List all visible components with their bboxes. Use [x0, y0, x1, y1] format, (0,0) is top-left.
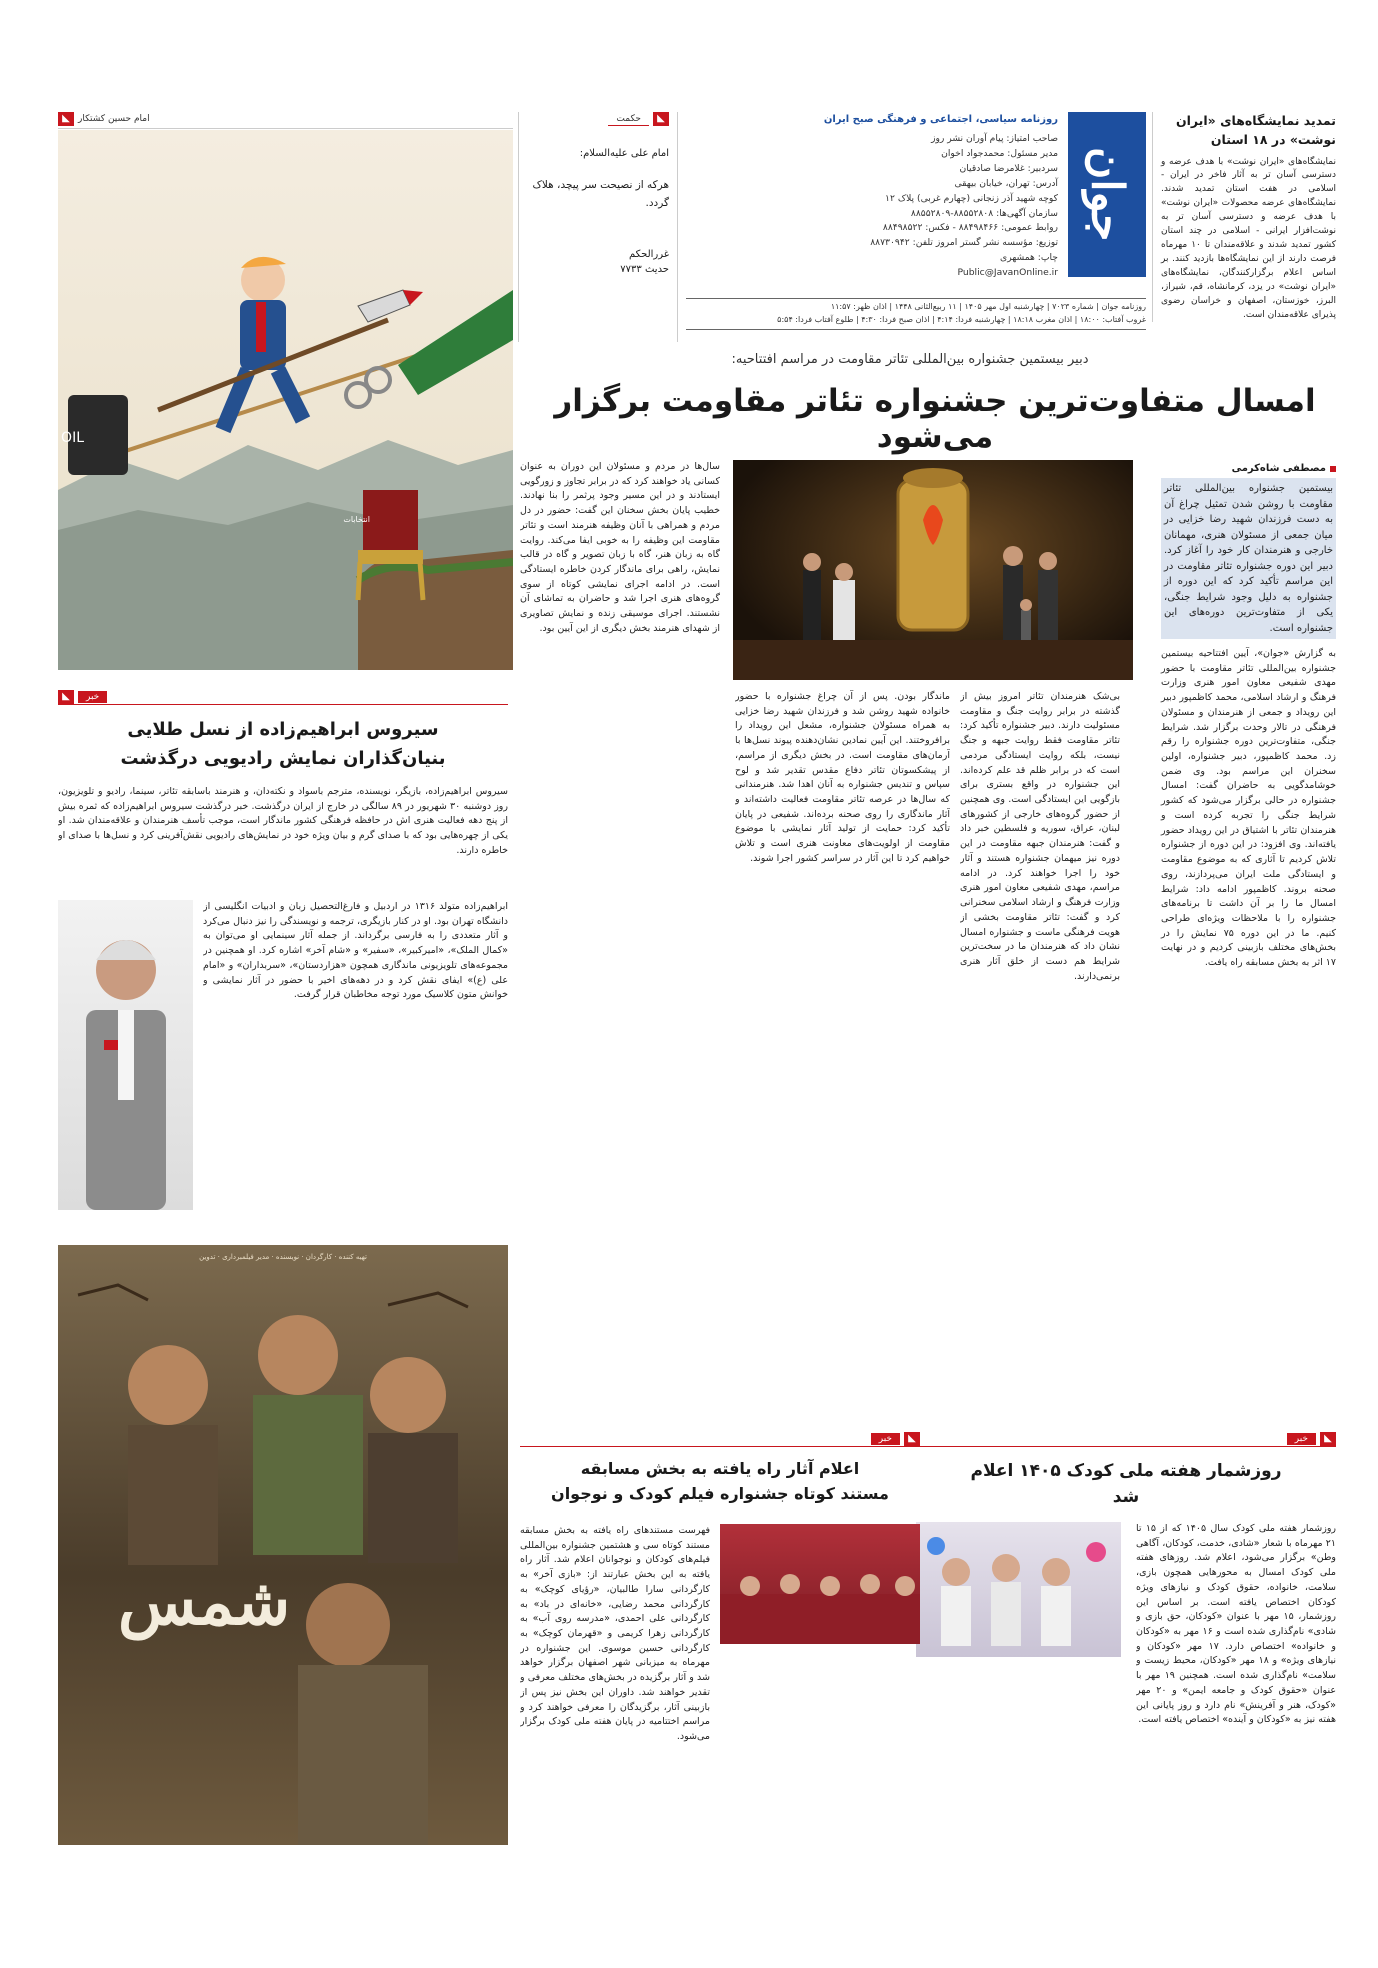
cinema-scene [720, 1524, 920, 1644]
tag-arrow-icon: ◣ [904, 1432, 920, 1446]
obit-headline-1: سیروس ابراهیم‌زاده از نسل طلایی [127, 719, 439, 740]
festival-news [520, 1432, 920, 1862]
hadith-box [518, 112, 678, 342]
cartoon-tag: امام حسین کشتکار [78, 114, 150, 124]
film-poster [58, 1245, 508, 1845]
credit-line: سردبیر: غلامرضا صادقیان [959, 162, 1058, 174]
obit-body-2: ابراهیم‌زاده متولد ۱۳۱۶ در اردبیل و فارغ‌التحصیل زبان و ادبیات انگلیسی از دانشگاه تهران بود. او در کنار بازیگری، ترجمه و نویسندگی را نیز دنبال می‌کرد و آثار متعددی را به فارسی برگرداند. از جمله آثار سینمایی او می‌توان به «کمال الملک»، «امیرکبیر»، «سفیر» و «شام آخر» اشاره کرد. او همچنین در مجموعه‌های تلویزیونی ماندگاری همچون «هزاردستان»، «سربداران» و «امام علی (ع)» ایفای نقش کرد و در دهه‌های اخیر با حضور در آثار نمایشی و خوانش متون کلاسیک مورد توجه مخاطبان قرار گرفت. [203, 901, 508, 1001]
issue-line-1: روزنامه جوان | شماره ۷۰۲۳ | چهارشنبه اول مهر ۱۴۰۵ | ۱۱ ربیع‌الثانی ۱۴۴۸ | اذان ظهر: ۱۱:۵۷ [830, 302, 1146, 311]
sidebar-news-title: تمدید نمایشگاه‌های «ایران نوشت» در ۱۸ استان [1175, 113, 1336, 147]
festival-headline-2: مستند کوتاه جشنواره فیلم کودک و نوجوان [551, 1484, 889, 1503]
main-body-col4: سال‌ها در مردم و مسئولان این دوران به عنوان کسانی یاد خواهند کرد که در برابر تجاوز و زورگویی ایستادند و در این مسیر وجود پرثمر را بنا نهادند. خطیب پایان بخش سخنان این گفت: حضور در دل مردم و همراهی با آنان وظیفه هنرمند است و تئاتر مقاومت این وظیفه را به خوبی ایفا می‌کند. روایت گاه به زبان هنر، گاه با زبان تصویر و گاه در قالب نمایش، راهی برای ماندگار کردن خاطره ایستادگی است. در ادامه اجرای نمایشی کوتاه از سوی گروه‌های هنری اجرا شد و حاضران به تماشای آن نشستند. اجرای موسیقی زنده و نمایش تصاویری از شهدای هنرمند بخش دیگری از این آیین بود. [520, 461, 720, 634]
poster-credits: تهیه کننده · کارگردان · نویسنده · مدیر فیلمبرداری · تدوین [199, 1253, 367, 1261]
credit-line: صاحب امتیاز: پیام آوران نشر روز [931, 133, 1058, 144]
cartoon-tag-row [58, 112, 513, 129]
credit-line: مدیر مسئول: محمدجواد اخوان [941, 147, 1058, 159]
obit-tag: خبر [78, 691, 107, 703]
sidebar-news [1161, 112, 1336, 322]
kids-headline: روزشمار هفته ملی کودک ۱۴۰۵ اعلام شد [970, 1461, 1282, 1507]
credit-line: توزیع: مؤسسه نشر گستر امروز تلفن: ۸۸۷۳۰۹۴۲ [870, 237, 1058, 249]
festival-tag: خبر [871, 1433, 900, 1445]
hadith-text: هرکه از نصیحت سر پیچد، هلاک گردد. [532, 179, 669, 209]
issue-line-2: غروب آفتاب: ۱۸:۰۰ | اذان مغرب ۱۸:۱۸ | چهارشنبه فردا: ۴:۱۴ | اذان صبح فردا: ۴:۳۰ | طلوع آفتاب فردا: ۵:۵۴ [777, 314, 1146, 324]
oil-label: OIL [61, 430, 84, 446]
obit-section [58, 690, 508, 1225]
tag-arrow-icon: ◣ [58, 112, 74, 126]
byline-marker-icon [1330, 466, 1336, 472]
tag-arrow-icon: ◣ [653, 112, 669, 126]
kids-body: روزشمار هفته ملی کودک سال ۱۴۰۵ که از ۱۵ تا ۲۱ مهرماه با شعار «شادی، خدمت، کودکان، آگاهی وطن» برگزار می‌شود، اعلام شد. روزهای هفته ملی کودک امسال به محورهایی همچون بازی، سلامت، خانواده، حقوق کودک و نیازهای ویژه کودکان اختصاص یافته است. بر اساس این روزشمار، ۱۵ مهر با عنوان «کودکان، حق بازی و شادی» نام‌گذاری شده است و ۱۶ مهر به «کودکان و خانواده» اختصاص دارد. ۱۷ مهر «کودکان و نیازهای ویژه» و ۱۸ مهر «کودکان، محیط زیست و سلامت» نام‌گذاری شده است. همچنین ۱۹ مهر با عنوان «حقوق کودک و جامعه ایمن» و ۲۰ مهر «کودک، هنر و آفرینش» نام دارد و روز پایانی این هفته نیز به «کودکان و آینده» اختصاص یافته است. [1136, 1523, 1336, 1726]
obit-portrait [58, 900, 193, 1210]
portrait-figure [58, 900, 193, 1210]
ceremony-photo [733, 460, 1133, 680]
credit-line: آدرس: تهران، خیابان بیهقی [954, 177, 1058, 189]
main-kicker: دبیر بیستمین جشنواره بین‌المللی تئاتر مقاومت در مراسم افتتاحیه: [731, 352, 1089, 367]
sidebar-news-body: نمایشگاه‌های «ایران نوشت» با هدف عرضه و دسترسی آسان تر به آثار فاخر در ایران - اسلامی در هفت استان تمدید شدند. نمایشگاه‌های عرضه محصولات «ایران نوشت» با هدف عرضه و دسترسی آسان تر به نوشت‌افزار ایرانی - اسلامی در چند استان کشور تمدید شدند و علاقه‌مندان تا ۱۰ مهرماه فرصت دارند از این نمایشگاه‌ها بازدید کنند. بر اساس اعلام برگزارکنندگان، نمایشگاه‌های «ایران نوشت» در یزد، کرمانشاه، قم، شیراز، البرز، خوزستان، اصفهان و خراسان رضوی پذیرای علاقه‌مندان است. [1161, 156, 1336, 320]
main-body-col3: ماندگار بودن. پس از آن چراغ جشنواره با حضور خانواده شهید روشن شد و فرزندان شهید رضا خزایی به همراه مسئولان جشنواره، مشعل این رویداد را برافروختند. این آیین نمادین نشان‌دهنده پیوند نسل‌ها با آرمان‌های مقاومت است. در بخش دیگری از مراسم، از پیشکسوتان تئاتر دفاع مقدس تقدیر شد و لوح سپاس و تندیس جشنواره به آنان اهدا شد. هنرمندانی که سال‌ها در عرصه تئاتر مقاومت فعالیت داشته‌اند و آثار ماندگاری را روی صحنه برده‌اند. شفیعی در پایان تأکید کرد: حمایت از تولید آثار نمایشی با موضوع مقاومت از اولویت‌های معاونت هنری است و تلاش خواهیم کرد تا این آثار در سراسر کشور اجرا شوند. [735, 691, 950, 864]
email-link[interactable]: Public@JavanOnline.ir [957, 267, 1058, 279]
main-body-col1: به گزارش «جوان»، آیین افتتاحیه بیستمین جشنواره بین‌المللی تئاتر مقاومت با حضور مهدی شفیعی معاون امور هنری وزارت فرهنگ و ارشاد اسلامی، محمد کاظمپور دبیر این رویداد و جمعی از هنرمندان و مسئولان فرهنگی در تالار وحدت برگزار شد. شرایط جنگی، متفاوت‌ترین دوره جشنواره را رقم زد. محمد کاظمپور، دبیر جشنواره، اولین سخنران این مراسم بود. وی ضمن خوشامدگویی به حاضران گفت: امسال جشنواره در حالی برگزار می‌شود که کشور شرایط جنگی را تجربه کرده است و هنرمندان تئاتر با اشتیاق در این رویداد حضور یافته‌اند. وی افزود: در این دوره از جشنواره تلاش کردیم تا آثاری که به موضوع مقاومت و ایستادگی ملت ایران می‌پردازند، روی صحنه بروند. کاظمپور ادامه داد: شرایط امسال ما را بر آن داشت تا برنامه‌های جشنواره را با ملاحظات ویژه‌ای طراحی کنیم. ما در این دوره ۷۵ نمایش را در بخش‌های مختلف بازبینی کردیم و در نهایت ۱۷ اثر به بخش مسابقه راه یافت. [1161, 648, 1336, 969]
masthead-credits [788, 132, 1058, 281]
poster-illustration [58, 1245, 508, 1845]
credit-line: روابط عمومی: ۸۸۴۹۸۴۶۶ - فکس: ۸۸۴۹۸۵۲۲ [882, 222, 1058, 234]
festival-headline-1: اعلام آثار راه یافته به بخش مسابقه [580, 1459, 860, 1478]
tag-arrow-icon: ◣ [58, 690, 74, 704]
issue-bar [686, 298, 1146, 330]
main-body-col2: بی‌شک هنرمندان تئاتر امروز بیش از گذشته در برابر روایت جنگ و مقاومت مسئولیت دارند. دبیر جشنواره تأکید کرد: تئاتر مقاومت فقط روایت جبهه و جنگ نیست، بلکه روایت ایستادگی مردمی است که در برابر ظلم قد علم کرده‌اند. این جشنواره در واقع بستری برای بازگویی این ایستادگی است. وی همچنین از حضور گروه‌های خارجی از کشورهای لبنان، عراق، سوریه و فلسطین خبر داد و گفت: هنرمندان جبهه مقاومت در این دوره نیز میهمان جشنواره هستند و آثار خود را اجرا خواهند کرد. در ادامه مراسم، مهدی شفیعی معاون امور هنری وزارت فرهنگ و ارشاد اسلامی سخنرانی کرد و گفت: تئاتر مقاومت بخشی از هویت فرهنگی ماست و جشنواره امسال نشان داد که هنرمندان ما در سخت‌ترین شرایط هم دست از خلق آثار هنری برنمی‌دارند. [960, 691, 1120, 982]
credit-line: سازمان آگهی‌ها: ۸۸۵۵۲۸۰۸-۸۸۵۵۲۸۰۹ [910, 207, 1058, 219]
poster-title: شمس [118, 1565, 291, 1640]
main-lead: بیستمین جشنواره بین‌المللی تئاتر مقاومت با روشن شدن تمثیل چراغ آن به دست فرزندان شهید رضا خزایی در میان جمعی از مسئولان هنری، مهمانان خارجی و هنرمندان کار خود را آغاز کرد. دبیر این دوره جشنواره تئاتر مقاومت در این مراسم تأکید کرد که این دوره از جشنواره به دلیل وجود شرایط جنگی، یکی از متفاوت‌ترین دوره‌های این جشنواره است. [1161, 478, 1336, 639]
masthead-org-line: روزنامه سیاسی، اجتماعی و فرهنگی صبح ایران [823, 114, 1058, 125]
main-col-right [1161, 463, 1336, 1463]
credit-line: چاپ: همشهری [1000, 252, 1058, 264]
obit-headline-2: بنیان‌گذاران نمایش رادیویی درگذشت [120, 748, 446, 769]
hadith-ref-1: غررالحکم [628, 248, 669, 260]
hadith-source: امام علی علیه‌السلام: [579, 148, 669, 159]
cartoon-image [58, 130, 513, 670]
tag-arrow-icon: ◣ [1320, 1432, 1336, 1446]
obit-body-1: سیروس ابراهیم‌زاده، بازیگر، نویسنده، مترجم باسواد و نکته‌دان، و هنرمند باسابقه تئاتر، سینما، رادیو و تلویزیون، روز دوشنبه ۳۰ شهریور در ۸۹ سالگی در خارج از ایران درگذشت. خبر درگذشت سیروس ابراهیم‌زاده که ثمره بیش از پنج دهه فعالیت هنری اش در حافظه فرهنگی کشور ماندگار است، موجب تأسف هنرمندان و علاقه‌مندان شد. او یکی از چهره‌هایی بود که با صدای گرم و بیان ویژه خود در نمایش‌های رادیویی نقش‌آفرینی کرد و نسل‌ها با صدای او خاطره دارند. [58, 786, 508, 856]
masthead-logo-box [1068, 112, 1146, 277]
main-headline: امسال متفاوت‌ترین جشنواره تئاتر مقاومت برگزار می‌شود [554, 383, 1316, 455]
ceremony-scene [733, 460, 1133, 680]
masthead-logo: جوان [1081, 147, 1133, 242]
byline-name: مصطفی شاه‌کرمی [1231, 463, 1326, 474]
kids-news [916, 1432, 1336, 1862]
cartoon-illustration [58, 130, 513, 670]
festival-body: فهرست مستندهای راه یافته به بخش مسابقه مستند کوتاه سی و هشتمین جشنواره بین‌المللی فیلم‌های کودکان و نوجوانان اعلام شد. آثار راه یافته به این بخش عبارتند از: «بازی آخر» به کارگردانی سارا طالبیان، «رؤیای کوچک» به کارگردانی محمد رضایی، «خانه‌ای در باد» به کارگردانی علی احمدی، «مدرسه روی آب» به کارگردانی زهرا کریمی و «قهرمان کوچک» به کارگردانی حسین موسوی. این جشنواره در مهرماه به میزبانی شهر اصفهان برگزار خواهد شد و آثار برگزیده در بخش‌های مختلف معرفی و تقدیر خواهند شد. داوران این بخش نیز پس از بازبینی آثار، برگزیدگان را معرفی خواهند کرد و مراسم اختتامیه در پایان هفته ملی کودک برگزار می‌شود. [520, 1525, 710, 1743]
festival-photo [720, 1524, 920, 1644]
byline [1161, 463, 1336, 474]
hadith-ref-2: حدیث ۷۷۳۳ [620, 263, 669, 275]
kids-tag: خبر [1287, 1433, 1316, 1445]
hadith-tag: حکمت [608, 113, 649, 126]
kids-photo [916, 1522, 1121, 1657]
chair-label: انتخابات [343, 515, 370, 524]
credit-line: کوچه شهید آذر زنجانی (چهارم غربی) پلاک ۱۲ [885, 192, 1058, 204]
kids-scene [916, 1522, 1121, 1657]
